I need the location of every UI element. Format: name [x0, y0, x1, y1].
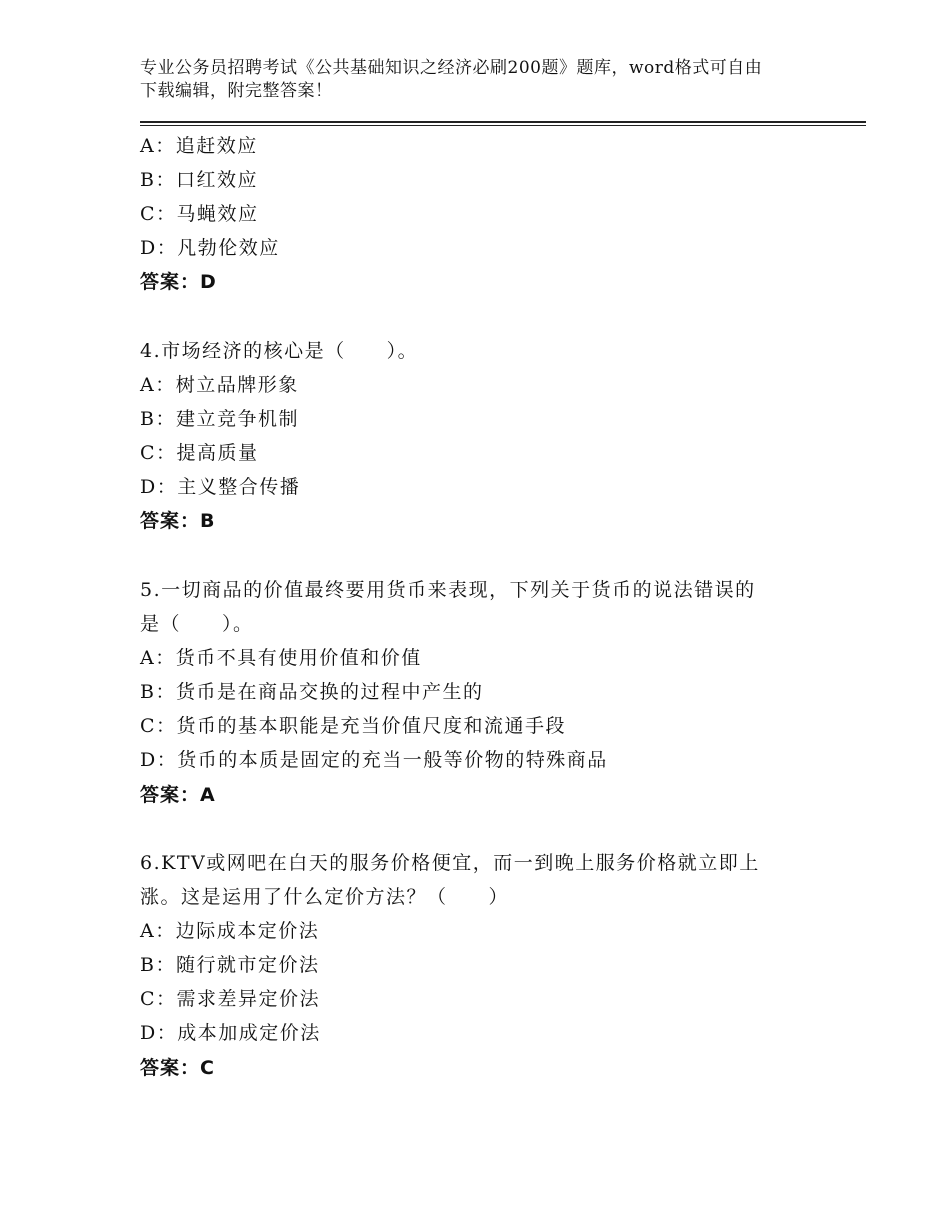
q3-option-b: B：口红效应	[140, 169, 258, 191]
q5-answer: 答案：A	[140, 784, 216, 806]
q6-option-a: A：边际成本定价法	[140, 920, 320, 942]
q6-stem-line-2: 涨。这是运用了什么定价方法？（ ）	[140, 886, 510, 908]
q4-option-a: A：树立品牌形象	[140, 374, 299, 396]
header-rule-thick	[140, 121, 866, 123]
q5-option-b: B：货币是在商品交换的过程中产生的	[140, 681, 484, 703]
q3-option-c: C：马蝇效应	[140, 203, 259, 225]
q5-option-c: C：货币的基本职能是充当价值尺度和流通手段	[140, 715, 567, 737]
q6-option-d: D：成本加成定价法	[140, 1022, 321, 1044]
header-rule-thin	[140, 125, 866, 126]
q4-option-c: C：提高质量	[140, 442, 259, 464]
q6-option-b: B：随行就市定价法	[140, 954, 320, 976]
q4-stem: 4.市场经济的核心是（ ）。	[140, 340, 419, 362]
q3-option-a: A：追赶效应	[140, 135, 258, 157]
q4-option-d: D：主义整合传播	[140, 476, 301, 498]
q6-answer: 答案：C	[140, 1057, 215, 1079]
q5-option-d: D：货币的本质是固定的充当一般等价物的特殊商品	[140, 749, 608, 771]
q5-stem-line-2: 是（ ）。	[140, 613, 254, 635]
q5-option-a: A：货币不具有使用价值和价值	[140, 647, 422, 669]
document-header	[140, 57, 830, 103]
header-line-2: 下载编辑，附完整答案！	[140, 81, 333, 101]
header-line-1: 专业公务员招聘考试《公共基础知识之经济必刷200题》题库，word格式可自由	[140, 58, 763, 78]
q3-answer: 答案：D	[140, 271, 217, 293]
q6-option-c: C：需求差异定价法	[140, 988, 321, 1010]
q4-option-b: B：建立竞争机制	[140, 408, 299, 430]
q4-answer: 答案：B	[140, 510, 216, 532]
q3-option-d: D：凡勃伦效应	[140, 237, 280, 259]
q5-stem-line-1: 5.一切商品的价值最终要用货币来表现，下列关于货币的说法错误的	[140, 579, 756, 601]
q6-stem-line-1: 6.KTV或网吧在白天的服务价格便宜，而一到晚上服务价格就立即上	[140, 852, 760, 874]
